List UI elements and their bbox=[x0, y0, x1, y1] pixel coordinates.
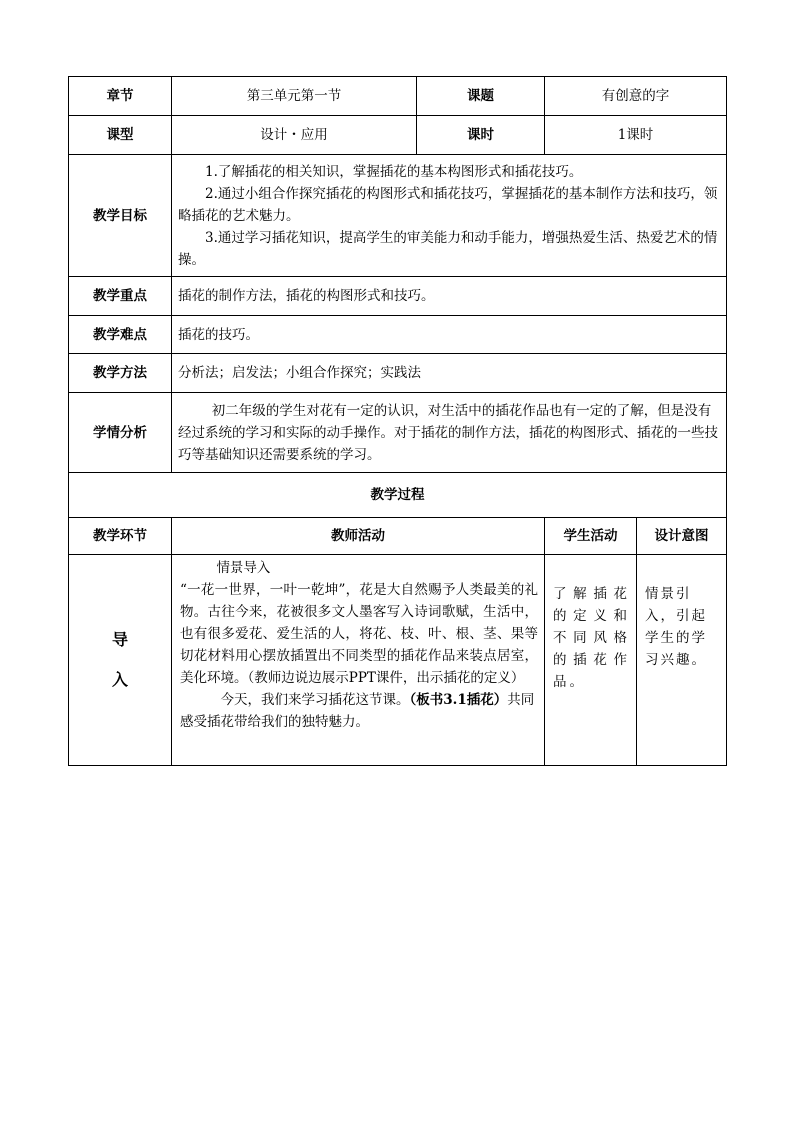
methods-row bbox=[69, 354, 727, 393]
student-activity-cell: 了解插花的定义和不同风格的插花作品。 bbox=[545, 555, 637, 766]
methods-value: 分析法；启发法；小组合作探究；实践法 bbox=[172, 354, 727, 393]
stage-line-1: 导 bbox=[111, 630, 128, 649]
goals-label: 教学目标 bbox=[69, 155, 172, 277]
column-header-design: 设计意图 bbox=[637, 518, 727, 555]
goal-item-1: 1.了解插花的相关知识，掌握插花的基本构图形式和插花技巧。 bbox=[205, 163, 583, 180]
teacher-activity-closing bbox=[180, 689, 538, 733]
hours-value: 1课时 bbox=[545, 116, 727, 155]
stage-line-2: 入 bbox=[111, 670, 128, 689]
closing-board-note: （板书3.1插花） bbox=[409, 692, 508, 708]
column-header-teacher: 教师活动 bbox=[172, 518, 545, 555]
goals-content bbox=[172, 155, 727, 277]
process-title-row bbox=[69, 473, 727, 518]
process-row-intro bbox=[69, 555, 727, 766]
chapter-label: 章节 bbox=[69, 77, 172, 116]
teacher-activity-heading: 情景导入 bbox=[216, 560, 271, 576]
focus-value: 插花的制作方法，插花的构图形式和技巧。 bbox=[172, 277, 727, 316]
lesson-plan-table bbox=[68, 76, 727, 766]
methods-label: 教学方法 bbox=[69, 354, 172, 393]
teacher-activity-cell bbox=[172, 555, 545, 766]
topic-label: 课题 bbox=[417, 77, 545, 116]
topic-value: 有创意的字 bbox=[545, 77, 727, 116]
hours-label: 课时 bbox=[417, 116, 545, 155]
closing-text-end: 共同感受插花带给我们的独特魅力。 bbox=[180, 692, 535, 730]
focus-row bbox=[69, 277, 727, 316]
stage-cell bbox=[69, 555, 172, 766]
goals-row bbox=[69, 155, 727, 277]
header-row-chapter bbox=[69, 77, 727, 116]
type-value: 设计・应用 bbox=[172, 116, 417, 155]
analysis-row bbox=[69, 393, 727, 473]
teacher-activity-paragraph: “一花一世界，一叶一乾坤”，花是大自然赐予人类最美的礼物。古往今来，花被很多文人墨客写入诗词歌赋，生活中，也有很多爱花、爱生活的人，将花、枝、叶、根、茎、果等切花材料用心摆放插置出不同类型的插花作品来装点居室，美化环境。（教师边说边展示PPT课件，出示插花的定义） bbox=[180, 582, 538, 686]
analysis-label: 学情分析 bbox=[69, 393, 172, 473]
difficulty-row bbox=[69, 316, 727, 354]
process-header-row bbox=[69, 518, 727, 555]
process-title: 教学过程 bbox=[69, 473, 727, 518]
header-row-type bbox=[69, 116, 727, 155]
goal-item-3: 3.通过学习插花知识，提高学生的审美能力和动手能力，增强热爱生活、热爱艺术的情操。 bbox=[178, 229, 718, 268]
difficulty-label: 教学难点 bbox=[69, 316, 172, 354]
analysis-value: 初二年级的学生对花有一定的认识，对生活中的插花作品也有一定的了解，但是没有经过系统的学习和实际的动手操作。对于插花的制作方法，插花的构图形式、插花的一些技巧等基础知识还需要系统的学习。 bbox=[178, 402, 718, 463]
column-header-student: 学生活动 bbox=[545, 518, 637, 555]
closing-text: 今天，我们来学习插花这节课。 bbox=[220, 692, 410, 708]
focus-label: 教学重点 bbox=[69, 277, 172, 316]
design-intent-cell: 情景引入，引起学生的学习兴趣。 bbox=[637, 555, 727, 766]
column-header-stage: 教学环节 bbox=[69, 518, 172, 555]
difficulty-value: 插花的技巧。 bbox=[172, 316, 727, 354]
type-label: 课型 bbox=[69, 116, 172, 155]
goal-item-2: 2.通过小组合作探究插花的构图形式和插花技巧，掌握插花的基本制作方法和技巧，领略插花的艺术魅力。 bbox=[178, 185, 718, 224]
chapter-value: 第三单元第一节 bbox=[172, 77, 417, 116]
